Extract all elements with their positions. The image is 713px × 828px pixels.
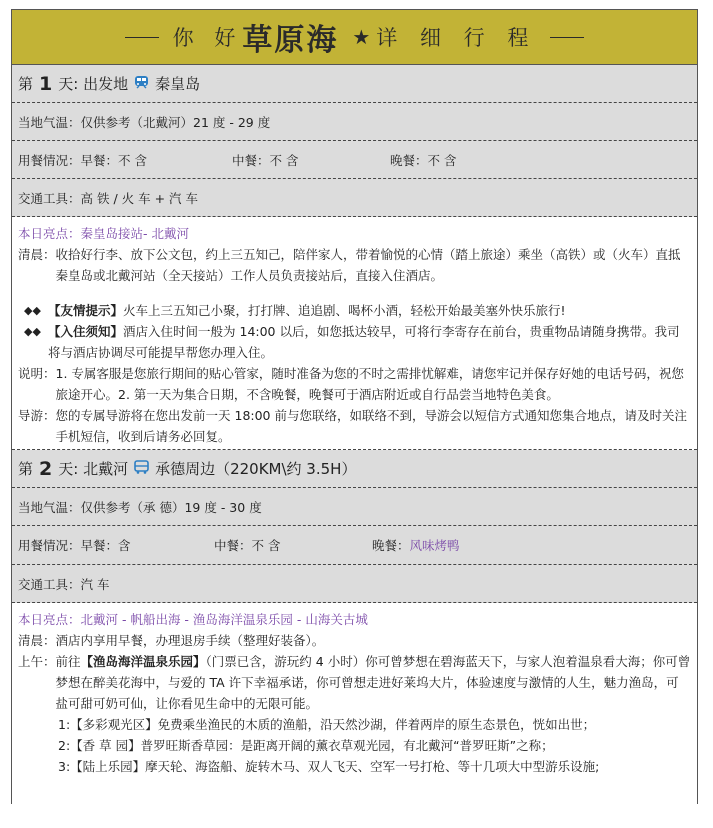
- day2-item3: 3:【陆上乐园】摩天轮、海盗船、旋转木马、双人飞天、空军一号打枪、等十几项大中型游乐设施;: [58, 759, 600, 774]
- day1-transport-text: 交通工具：高 铁 / 火 车 + 汽 车: [18, 190, 198, 206]
- day2-number: 2: [39, 457, 53, 480]
- day2-am-text: （门票已含，游玩约 4 小时）你可曾梦想在碧海蓝天下，与家人泡着温泉看大海；你可曾梦想在醉美花海中，与爱的 TA 许下幸福承诺，你可曾想走进好莱坞大片，体验速度与激情的人生，魅力渔岛，可盐可甜可奶可仙，让你看见生命中的无限可能。: [55, 654, 691, 711]
- day1-meals: [12, 141, 697, 179]
- bus-icon: [134, 460, 149, 478]
- day1-morning-text: 收拾好行李、放下公文包，约上三五知己，陪伴家人，带着愉悦的心情（踏上旅途）乘坐（高铁）或（火车）直抵秦皇岛或北戴河站（全天接站）工作人员负责接站后，直接入住酒店。: [55, 247, 681, 283]
- day1-label-pre: 第: [18, 75, 34, 93]
- day2-heading: [12, 450, 697, 488]
- day2-dinner-label: 晚餐：: [372, 538, 410, 553]
- day2-breakfast: 用餐情况：早餐：含: [18, 538, 131, 553]
- day2-meals: [12, 526, 697, 565]
- day1-weather-text: 当地气温：仅供参考（北戴河）21 度 - 29 度: [18, 114, 271, 130]
- day1-tip-checkin: [18, 321, 691, 363]
- day1-weather: [12, 103, 697, 141]
- day2-destination: 承德周边（220KM\约 3.5H）: [155, 460, 357, 478]
- day1-dinner: 晚餐：不 含: [390, 152, 457, 168]
- day2-transport: [12, 565, 697, 603]
- day2-am-label: 上午：: [18, 654, 56, 669]
- header-subtitle: 详 细 行 程: [376, 26, 537, 50]
- day1-heading: [12, 65, 697, 103]
- header-rule-left: [125, 37, 159, 38]
- day2-lunch: 中餐：不 含: [214, 538, 281, 553]
- day2-weather-text: 当地气温：仅供参考（承 德）19 度 - 30 度: [18, 499, 262, 515]
- page-header: [12, 10, 697, 65]
- day2-item1: 1:【多彩观光区】免费乘坐渔民的木质的渔船，沿天然沙湖，伴着两岸的原生态景色，恍如出世；: [58, 717, 596, 732]
- day2-dinner-value: 风味烤鸭: [409, 538, 460, 553]
- day2-am-attraction: 【渔岛海洋温泉乐园】: [80, 654, 206, 669]
- day2-weather: [12, 488, 697, 526]
- day1-number: 1: [39, 72, 53, 95]
- tip1-text: 火车上三五知己小聚，打打牌、追追剧、喝杯小酒，轻松开始最美塞外快乐旅行!: [123, 303, 566, 318]
- day2-label-post: 天: 北戴河: [58, 460, 129, 478]
- day2-transport-text: 交通工具：汽 车: [18, 576, 110, 592]
- day1-guide: [18, 405, 691, 447]
- day1-transport: [12, 179, 697, 217]
- star-icon: ★: [352, 25, 371, 49]
- header-title: 草原海: [242, 23, 339, 58]
- day1-lunch: 中餐：不 含: [232, 152, 299, 168]
- itinerary-page: [11, 9, 698, 804]
- day2-item2: 2:【香 草 园】普罗旺斯香草园：是距离开阔的薰衣草观光园，有北戴河“普罗旺斯”之称；: [58, 738, 554, 753]
- diamond-icon: ◆◆: [24, 304, 41, 317]
- day2-morning: [18, 630, 691, 651]
- day1-morning-label: 清晨：: [18, 247, 56, 262]
- day1-tip-friendly: [18, 300, 691, 321]
- day2-details: [12, 603, 697, 779]
- day1-morning: [18, 244, 691, 286]
- day2-morning-text: 酒店内享用早餐，办理退房手续（整理好装备）。: [55, 633, 325, 648]
- day1-label-post: 天: 出发地: [58, 75, 129, 93]
- day2-am: [18, 651, 691, 714]
- day2-am-pre: 前往: [55, 654, 81, 669]
- header-greeting: 你 好: [172, 26, 243, 50]
- tip2-title: 【入住须知】: [48, 324, 124, 339]
- day1-guide-label: 导游：: [18, 408, 56, 423]
- diamond-icon: ◆◆: [24, 325, 41, 338]
- day2-morning-label: 清晨：: [18, 633, 56, 648]
- day1-highlight: 本日亮点：秦皇岛接站- 北戴河: [18, 226, 189, 241]
- day2-highlight: 本日亮点：北戴河 - 帆船出海 - 渔岛海洋温泉乐园 - 山海关古城: [18, 612, 368, 627]
- tip2-text: 酒店入住时间一般为 14:00 以后，如您抵达较早，可将行李寄存在前台，贵重物品请随身携带。我司将与酒店协调尽可能提早帮您办理入住。: [48, 324, 680, 360]
- day1-note-label: 说明：: [18, 366, 56, 381]
- day2-label-pre: 第: [18, 460, 34, 478]
- day1-note: [18, 363, 691, 405]
- day1-note-text: 1. 专属客服是您旅行期间的贴心管家，随时准备为您的不时之需排忧解难，请您牢记并保存好她的电话号码，祝您旅途开心。2. 第一天为集合日期，不含晚餐，晚餐可于酒店附近或自行品尝当地特色美食。: [55, 366, 684, 402]
- train-icon: [134, 75, 149, 93]
- day1-details: [12, 217, 697, 450]
- day1-breakfast: 用餐情况：早餐：不 含: [18, 152, 147, 168]
- day1-guide-text: 您的专属导游将在您出发前一天 18:00 前与您联络，如联络不到，导游会以短信方式通知您集合地点，请及时关注手机短信，收到后请务必回复。: [55, 408, 687, 444]
- day1-destination: 秦皇岛: [155, 75, 201, 93]
- header-rule-right: [550, 37, 584, 38]
- tip1-title: 【友情提示】: [48, 303, 124, 318]
